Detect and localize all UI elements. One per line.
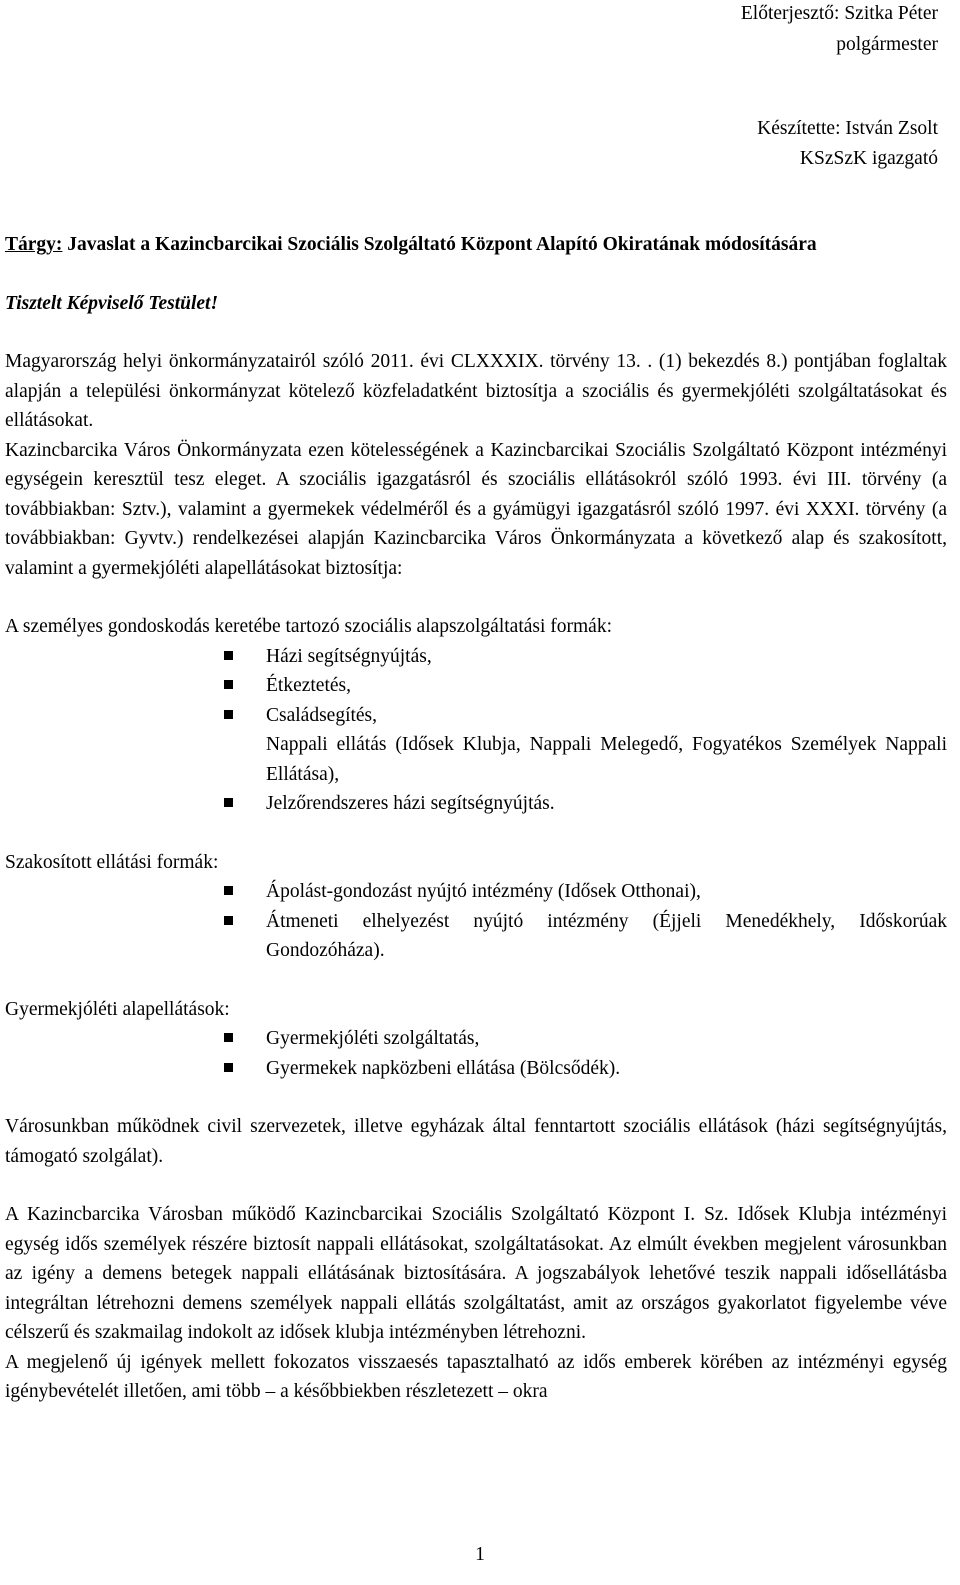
basic-services-heading: A személyes gondoskodás keretébe tartozó szociális alapszolgáltatási formák: bbox=[5, 616, 613, 637]
child-services-heading: Gyermekjóléti alapellátások: bbox=[5, 998, 230, 1020]
list-item: Családsegítés, bbox=[5, 701, 947, 731]
specialized-services-list bbox=[5, 877, 947, 966]
intro-paragraph-2: Kazincbarcika Város Önkormányzata ezen kötelességének a Kazincbarcikai Szociális Szolgáltató Központ intézményi egységein keresztül tesz eleget. A szociális igazgatásról és szociális ellátásokról szóló 1993. évi III. törvény (a továbbiakban: Sztv.), valamint a gyermekek védelméről és a gyámügyi igazgatásról szóló 1997. évi XXXI. törvény (a továbbiakban: Gyvtv.) rendelkezései alapján Kazincbarcika Város Önkormányzata a következő alap és szakosított, valamint a gyermekjóléti alapellátásokat biztosítja: bbox=[5, 439, 947, 579]
author-role: KSzSzK igazgató bbox=[799, 147, 938, 169]
subject-line bbox=[5, 230, 947, 260]
author: Készítette: István Zsolt bbox=[757, 118, 938, 139]
list-item: Jelzőrendszeres házi segítségnyújtás. bbox=[5, 789, 947, 819]
civil-paragraph: Városunkban működnek civil szervezetek, illetve egyházak által fenntartott szociális ellátások (házi segítségnyújtás, támogató szolgálat). bbox=[5, 1116, 947, 1167]
header-block bbox=[5, 0, 938, 173]
child-services-list bbox=[5, 1024, 947, 1083]
subject-label: Tárgy: bbox=[5, 234, 63, 255]
club-paragraph: A Kazincbarcika Városban működő Kazincbarcikai Szociális Szolgáltató Központ I. Sz. Idősek Klubja intézményi egység idős személyek részére biztosít nappali ellátásokat, szolgáltatásokat. Az elmúlt években megjelent városunkban az igény a demens betegek nappali ellátásának biztosítására. A jogszabályok lehetővé teszik nappali idősellátásba integráltan létrehozni demens személyek nappali ellátás szolgáltatást, amit az országos gyakorlatot figyelembe véve célszerű és szakmailag indokolt az idősek klubja intézményben létrehozni. bbox=[5, 1204, 947, 1343]
specialized-services-heading: Szakosított ellátási formák: bbox=[5, 851, 219, 873]
list-item: Gyermekek napközbeni ellátása (Bölcsődék). bbox=[5, 1054, 947, 1084]
list-item: Ápolást-gondozást nyújtó intézmény (Idősek Otthonai), bbox=[5, 877, 947, 907]
presenter: Előterjesztő: Szitka Péter bbox=[740, 3, 938, 24]
page-number: 1 bbox=[475, 1544, 485, 1565]
document-page bbox=[5, 0, 947, 1407]
list-item: Étkeztetés, bbox=[5, 671, 947, 701]
subject-text: Javaslat a Kazincbarcikai Szociális Szolgáltató Központ Alapító Okiratának módosítására bbox=[67, 234, 817, 255]
list-item: Gyermekjóléti szolgáltatás, bbox=[5, 1024, 947, 1054]
presenter-role: polgármester bbox=[836, 33, 938, 55]
intro-paragraph: Magyarország helyi önkormányzatairól szóló 2011. évi CLXXXIX. törvény 13. . (1) bekezdés 8.) pontjában foglaltak alapján a települési önkormányzat kötelező közfeladatként biztosítja a szociális és gyermekjóléti szolgáltatásokat és ellátásokat. bbox=[5, 351, 947, 431]
list-item: Nappali ellátás (Idősek Klubja, Nappali Melegedő, Fogyatékos Személyek Nappali Ellátása), bbox=[266, 734, 947, 785]
basic-services-list bbox=[5, 642, 947, 819]
decline-paragraph: A megjelenő új igények mellett fokozatos visszaesés tapasztalható az idős emberek körében az intézményi egység igénybevételét illetően, ami több – a későbbiekben részletezett – okra bbox=[5, 1351, 947, 1402]
salutation: Tisztelt Képviselő Testület! bbox=[5, 292, 219, 314]
list-item: Átmeneti elhelyezést nyújtó intézmény (Éjjeli Menedékhely, Időskorúak Gondozóháza). bbox=[5, 907, 947, 966]
list-item: Házi segítségnyújtás, bbox=[5, 642, 947, 672]
